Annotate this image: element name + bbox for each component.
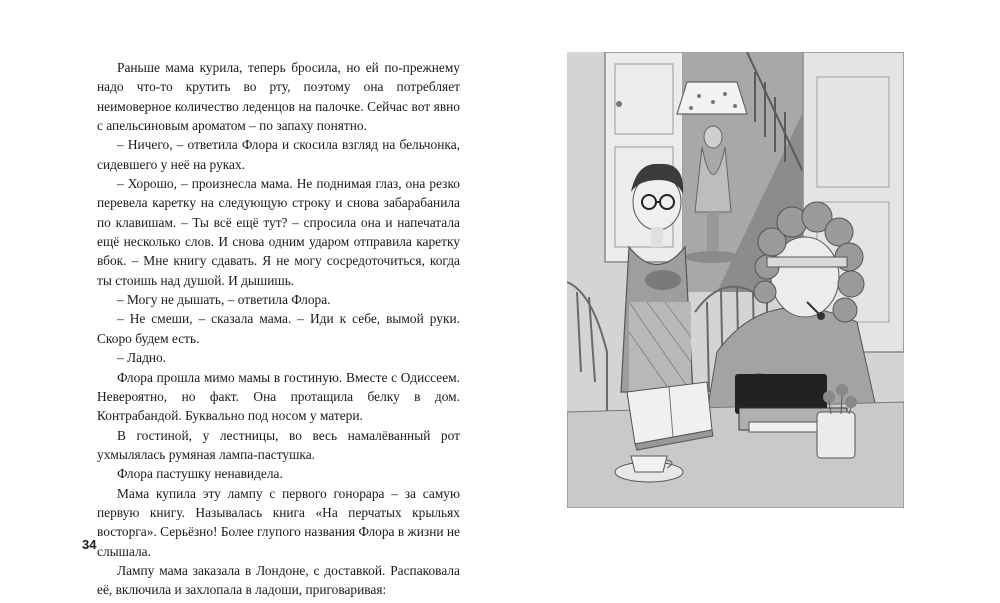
- paragraph: В гостиной, у лестницы, во весь намалёванный рот ухмылялась румяная лампа-пастушка.: [97, 427, 460, 462]
- paragraph: – Хорошо, – произнесла мама. Не поднимая глаз, она резко перевела каретку на следующую строку и снова забарабанила по клавишам. – Ты всё ещё тут? – спросила она и напечатала ещё несколько слов. И снова одним ударом отправила каретку вбок. – Мне книгу сдавать. Я не могу сосредоточиться, когда ты стоишь над душой. И дышишь.: [97, 176, 460, 288]
- paragraph: – Не смеши, – сказала мама. – Иди к себе, вымой руки. Скоро будем есть.: [97, 311, 460, 346]
- paragraph: – Могу не дышать, – ответила Флора.: [117, 292, 331, 308]
- paragraph: – Ладно.: [117, 350, 167, 366]
- paragraph: Мама купила эту лампу с первого гонорара – за самую первую книгу. Называлась книга «На перчатых крыльях восторга». Серьёзно! Более глупого названия Флора в жизни не слышала.: [97, 485, 460, 559]
- door: [605, 52, 683, 262]
- paragraph: Лампу мама заказала в Лондоне, с доставкой. Распаковала её, включила и захлопала в ладоши, приговаривая:: [97, 562, 460, 598]
- paragraph: Флора прошла мимо мамы в гостиную. Вместе с Одиссеем. Невероятно, но факт. Она протащила белку в дом. Контрабандой. Буквально под носом у матери.: [97, 369, 460, 424]
- paragraph: Флора пастушку ненавидела.: [117, 466, 283, 482]
- illustration: [567, 52, 904, 508]
- illustration-drawing: [567, 52, 904, 508]
- text-block: [97, 58, 460, 600]
- page-number: 34: [82, 537, 97, 552]
- squirrel: [645, 270, 681, 290]
- paragraph: – Ничего, – ответила Флора и скосила взгляд на бельчонка, сидевшего у неё на руках.: [97, 137, 460, 172]
- paragraph: Раньше мама курила, теперь бросила, но ей по-прежнему надо что-то крутить во рту, поэтому она потребляет неимоверное количество леденцов на палочке. Сейчас вот явно с апельсиновым ароматом – по запаху понятно.: [97, 60, 460, 134]
- door-knob: [616, 101, 622, 107]
